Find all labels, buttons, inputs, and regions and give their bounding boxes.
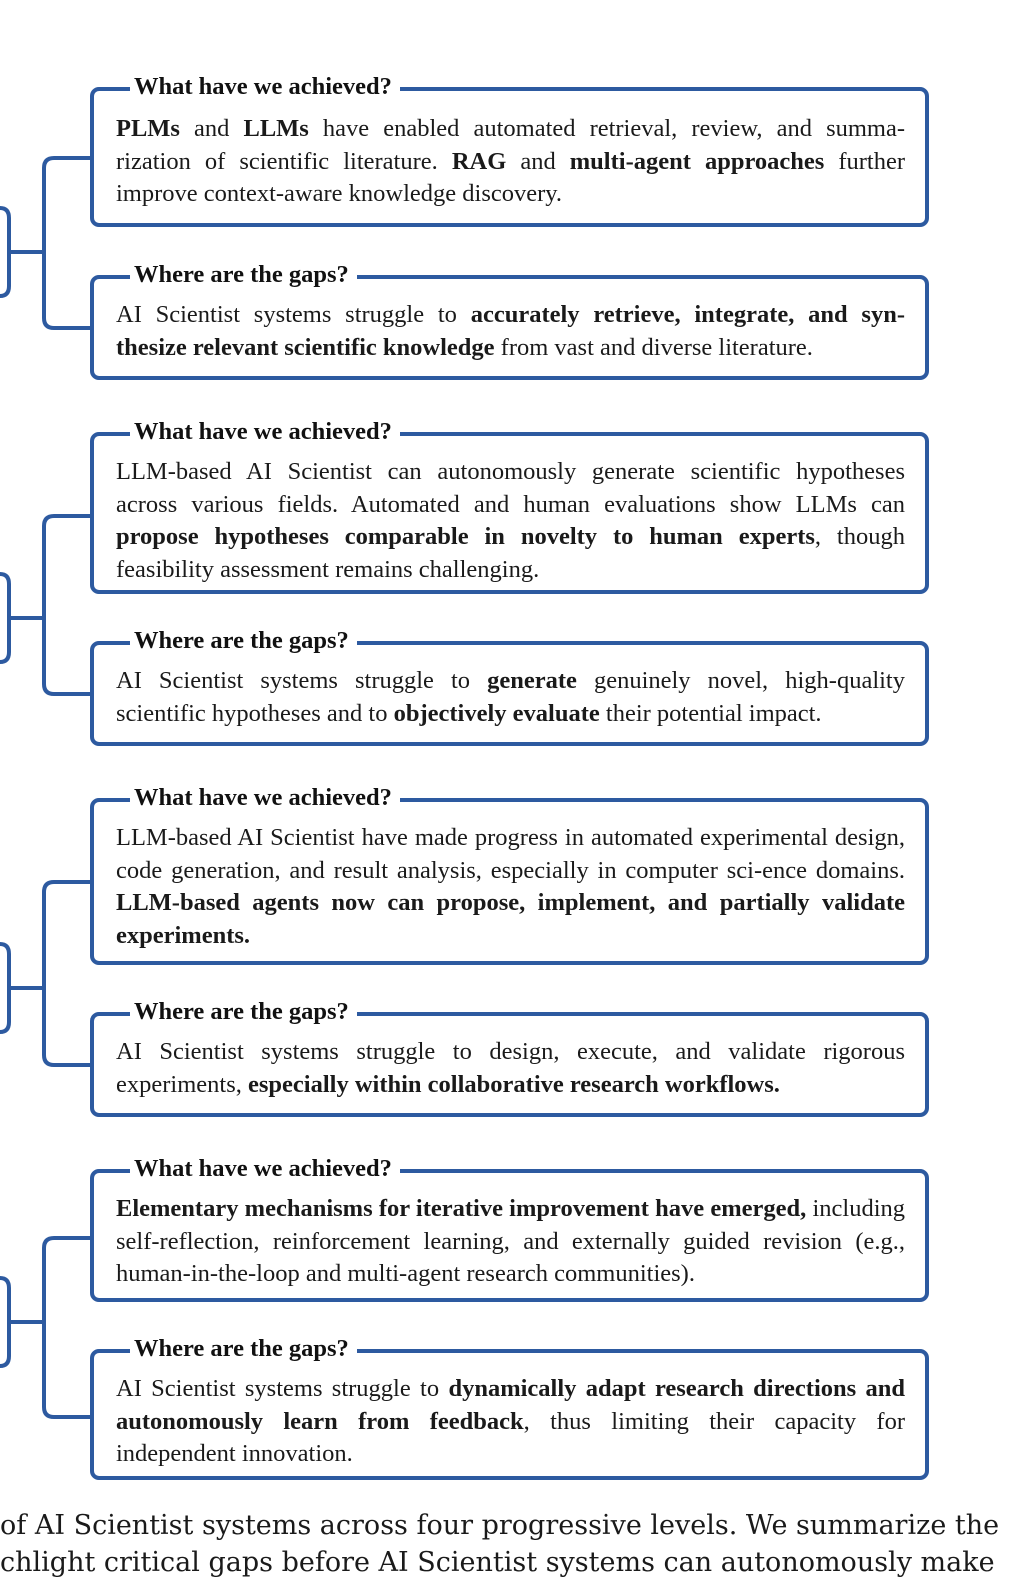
- text-run: have enabled automated retrieval, review, and summa-rization of scientific literature.: [116, 115, 905, 175]
- card-body: [116, 1373, 905, 1471]
- bold-text-run: LLMs: [243, 115, 309, 142]
- bold-text-run: especially within collaborative research workflows.: [248, 1070, 780, 1098]
- bold-text-run: accurately retrieve, integrate, and syn-thesize relevant scientific knowledge: [116, 301, 905, 361]
- bold-text-run: dynamically adapt research directions and autonomously learn from feedback: [116, 1375, 905, 1435]
- card-body: [116, 665, 905, 730]
- card-title: What have we achieved?: [130, 783, 400, 813]
- gaps-card-retrieval: [90, 261, 929, 380]
- text-run: AI Scientist systems struggle to: [116, 301, 471, 328]
- text-run: AI Scientist systems struggle to design, execute, and validate rigorous experiments,: [116, 1038, 905, 1098]
- text-run: LLM-based AI Scientist can autonomously generate scientific hypotheses across various fields. Automated and human evaluations show LLMs can: [116, 458, 905, 518]
- text-run: LLM-based AI Scientist have made progress in automated experimental design, code generation, and result analysis, especially in computer sci-ence domains.: [116, 824, 905, 884]
- card-title: Where are the gaps?: [130, 997, 357, 1027]
- text-run: from vast and diverse literature.: [494, 333, 813, 361]
- achieved-card-improvement: [90, 1155, 929, 1302]
- text-run: , though feasibility assessment remains challenging.: [116, 523, 905, 583]
- card-body: [116, 456, 905, 586]
- achieved-card-hypothesis: [90, 418, 929, 594]
- card-body: [116, 113, 905, 211]
- bold-text-run: Elementary mechanisms for iterative improvement have emerged,: [116, 1195, 807, 1222]
- branch-connector: [44, 516, 90, 694]
- branch-connector: [44, 882, 90, 1065]
- text-run: including self-reflection, reinforcement learning, and externally guided revision (e.g., human-in-the-loop and multi-agent research communities).: [116, 1195, 905, 1287]
- text-run: and: [179, 115, 244, 142]
- text-run: their potential impact.: [599, 699, 822, 727]
- figure-caption-line-2: chlight critical gaps before AI Scientist systems can autonomously make: [0, 1547, 995, 1578]
- card-body: [116, 1036, 905, 1101]
- text-run: further improve context-aware knowledge discovery.: [116, 147, 906, 207]
- bold-text-run: RAG: [451, 147, 507, 175]
- text-run: AI Scientist systems struggle to: [116, 1375, 449, 1402]
- text-run: and: [506, 147, 570, 175]
- card-body: [116, 299, 905, 364]
- bold-text-run: LLM-based agents now can propose, implement, and partially validate experiments.: [116, 889, 905, 949]
- achieved-card-retrieval: [90, 73, 929, 227]
- card-title: Where are the gaps?: [130, 1334, 357, 1364]
- card-title: What have we achieved?: [130, 1154, 400, 1184]
- gaps-card-experiment: [90, 998, 929, 1117]
- text-run: AI Scientist systems struggle to: [116, 667, 488, 694]
- text-run: genuinely novel, high-quality scientific hypotheses and to: [116, 667, 905, 727]
- bold-text-run: generate: [487, 667, 577, 694]
- branch-connector: [44, 1238, 90, 1417]
- bold-text-run: objectively evaluate: [393, 699, 600, 727]
- bold-text-run: PLMs: [116, 115, 180, 142]
- bold-text-run: multi-agent approaches: [569, 147, 825, 175]
- gaps-card-hypothesis: [90, 627, 929, 746]
- achieved-card-experiment: [90, 784, 929, 965]
- figure-caption-line-1: of AI Scientist systems across four progressive levels. We summarize the: [0, 1510, 1000, 1541]
- branch-connector: [44, 158, 90, 328]
- bold-text-run: propose hypotheses comparable in novelty to human experts: [116, 523, 815, 550]
- card-title: Where are the gaps?: [130, 626, 357, 656]
- card-title: What have we achieved?: [130, 417, 400, 447]
- gaps-card-improvement: [90, 1335, 929, 1480]
- text-run: , thus limiting their capacity for independent innovation.: [116, 1407, 905, 1467]
- card-title: Where are the gaps?: [130, 260, 357, 290]
- card-body: [116, 1193, 905, 1291]
- card-title: What have we achieved?: [130, 72, 400, 102]
- card-body: [116, 822, 905, 952]
